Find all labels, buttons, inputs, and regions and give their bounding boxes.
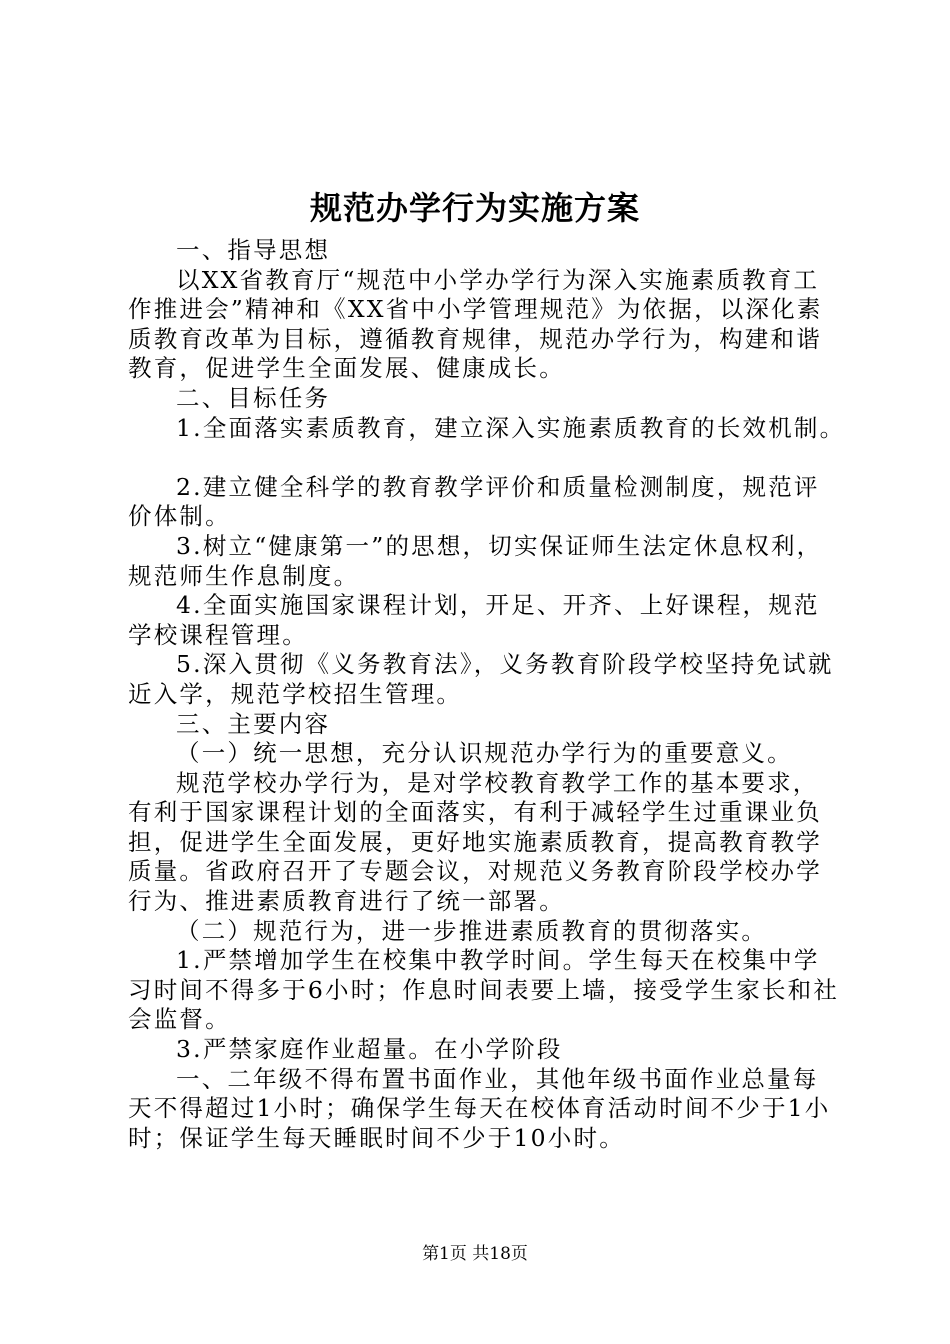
section-heading: 三、主要内容	[176, 709, 331, 738]
subsection-heading: （一）统一思想，充分认识规范办学行为的重要意义。	[176, 739, 793, 768]
list-item: 4.全面实施国家课程计划，开足、开齐、上好课程，规范学校课程管理。	[128, 591, 820, 649]
list-item: 2.建立健全科学的教育教学评价和质量检测制度，规范评价体制。	[128, 472, 820, 531]
page-footer: 第1页 共18页	[422, 1244, 528, 1264]
document-body	[128, 236, 846, 1153]
blank-line	[128, 443, 840, 473]
paragraph: 一、二年级不得布置书面作业，其他年级书面作业总量每天不得超过1小时；确保学生每天在校体育活动时间不少于1小时；保证学生每天睡眠时间不少于10小时。	[128, 1064, 831, 1152]
list-item: 5.深入贯彻《义务教育法》，义务教育阶段学校坚持免试就近入学，规范学校招生管理。	[128, 650, 834, 708]
list-item: 3.严禁家庭作业超量。在小学阶段	[176, 1035, 563, 1064]
list-item: 3.树立“健康第一”的思想，切实保证师生法定休息权利，规范师生作息制度。	[128, 531, 823, 590]
document-title: 规范办学行为实施方案	[309, 189, 640, 227]
list-item: 1.严禁增加学生在校集中教学时间。学生每天在校集中学习时间不得多于6小时；作息时间表要上墙，接受学生家长和社会监督。	[128, 946, 840, 1034]
paragraph: 以XX省教育厅“规范中小学办学行为深入实施素质教育工作推进会”精神和《XX省中小学管理规范》为依据，以深化素质教育改革为目标，遵循教育规律，规范办学行为，构建和谐教育，促进学生全面发展、健康成长。	[128, 265, 823, 383]
subsection-heading: （二）规范行为，进一步推进素质教育的贯彻落实。	[176, 916, 768, 945]
list-item: 1.全面落实素质教育，建立深入实施素质教育的长效机制。	[176, 413, 846, 442]
section-heading: 一、指导思想	[176, 236, 331, 264]
paragraph: 规范学校办学行为，是对学校教育教学工作的基本要求，有利于国家课程计划的全面落实，有利于减轻学生过重课业负担，促进学生全面发展，更好地实施素质教育，提高教育教学质量。省政府召开了专题会议，对规范义务教育阶段学校办学行为、推进素质教育进行了统一部署。	[128, 768, 822, 916]
section-heading: 二、目标任务	[176, 383, 331, 412]
